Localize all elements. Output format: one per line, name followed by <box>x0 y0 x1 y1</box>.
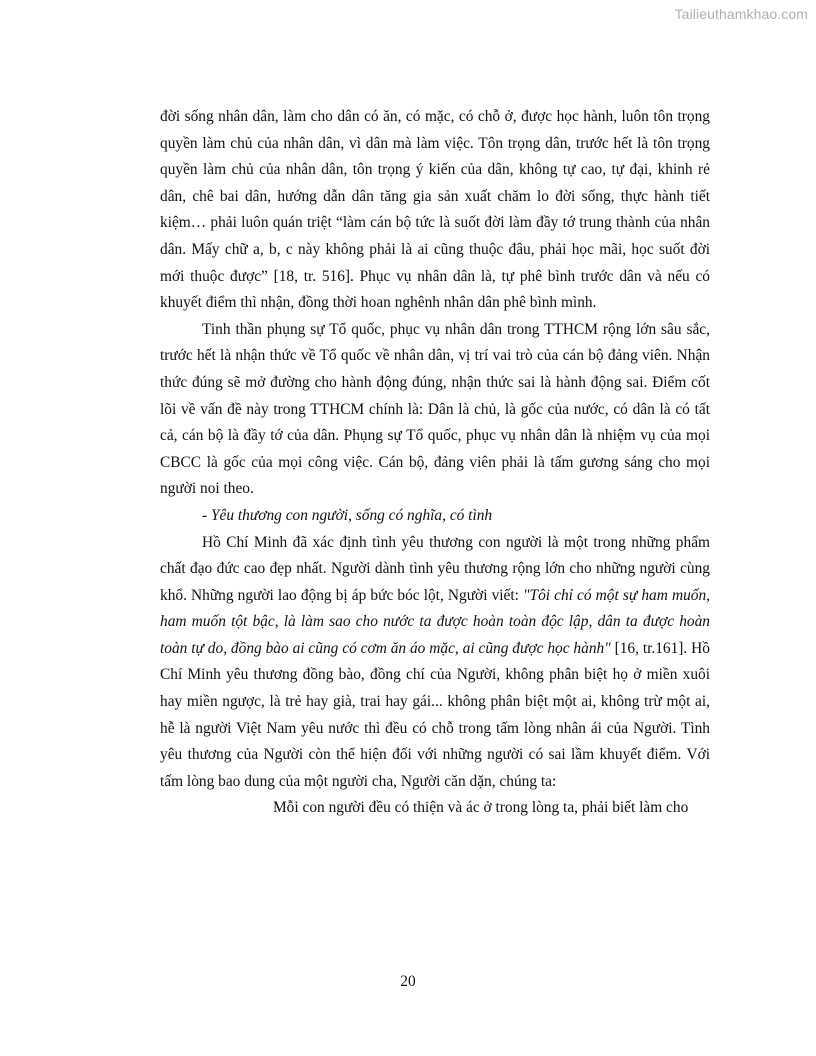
paragraph-3-intro: Hồ Chí Minh đã xác định tình yêu thương con người là một trong những phẩm chất đạo đức cao đẹp nhất. Người dành tình yêu thương rộng lớn cho những người cùng khổ. Những người lao động bị áp bức bóc lột, Người viết: <box>160 533 710 604</box>
paragraph-3-quote: "Tôi chỉ có một sự ham muốn, ham muốn tột bậc, là làm sao cho nước ta được hoàn toàn độc lập, dân ta được hoàn toàn tự do, đồng bào ai cũng có cơm ăn áo mặc, ai cũng được học hành" <box>160 586 711 657</box>
section-subheading: - Yêu thương con người, sống có nghĩa, có tình <box>202 506 493 524</box>
paragraph-4: Mỗi con người đều có thiện và ác ở trong lòng ta, phải biết làm cho <box>273 799 689 817</box>
paragraph-3-rest: [16, tr.161]. Hồ Chí Minh yêu thương đồng bào, đồng chí của Người, không phân biệt họ ở miền xuôi hay miền ngược, là trẻ hay già, trai hay gái... không phân biệt một ai, không trừ một ai, hễ là người Việt Nam yêu nước thì đều có chỗ trong tấm lòng nhân ái của Người. Tình yêu thương của Người còn thể hiện đối với những người có sai lầm khuyết điểm. Với tấm lòng bao dung của một người cha, Người căn dặn, chúng ta: <box>160 639 710 790</box>
document-body <box>160 104 710 822</box>
paragraph-2: Tinh thần phụng sự Tổ quốc, phục vụ nhân dân trong TTHCM rộng lớn sâu sắc, trước hết là nhận thức về Tổ quốc về nhân dân, vị trí vai trò của cán bộ đảng viên. Nhận thức đúng sẽ mở đường cho hành động đúng, nhận thức sai là hành động sai. Điểm cốt lõi về vấn đề này trong TTHCM chính là: Dân là chủ, là gốc của nước, có dân là có tất cả, cán bộ là đầy tớ của dân. Phụng sự Tổ quốc, phục vụ nhân dân là nhiệm vụ của mọi CBCC là gốc của mọi công việc. Cán bộ, đảng viên phải là tấm gương sáng cho mọi người noi theo. <box>160 320 710 498</box>
page-number: 20 <box>400 973 416 990</box>
paragraph-3 <box>160 530 710 796</box>
paragraph-1: đời sống nhân dân, làm cho dân có ăn, có mặc, có chỗ ở, được học hành, luôn tôn trọng quyền làm chủ của nhân dân, vì dân mà làm việc. Tôn trọng dân, trước hết là tôn trọng quyền làm chủ của nhân dân, tôn trọng ý kiến của dân, không tự cao, tự đại, khinh rẻ dân, chê bai dân, hướng dẫn dân tăng gia sản xuất chăm lo đời sống, thực hành tiết kiệm… phải luôn quán triệt “làm cán bộ tức là suốt đời làm đầy tớ trung thành của nhân dân. Mấy chữ a, b, c này không phải là ai cũng thuộc đâu, phải học mãi, học suốt đời mới thuộc được” [18, tr. 516]. Phục vụ nhân dân là, tự phê bình trước dân và nếu có khuyết điểm thì nhận, đồng thời hoan nghênh nhân dân phê bình mình. <box>160 108 710 312</box>
watermark-text: Tailieuthamkhao.com <box>674 6 808 22</box>
